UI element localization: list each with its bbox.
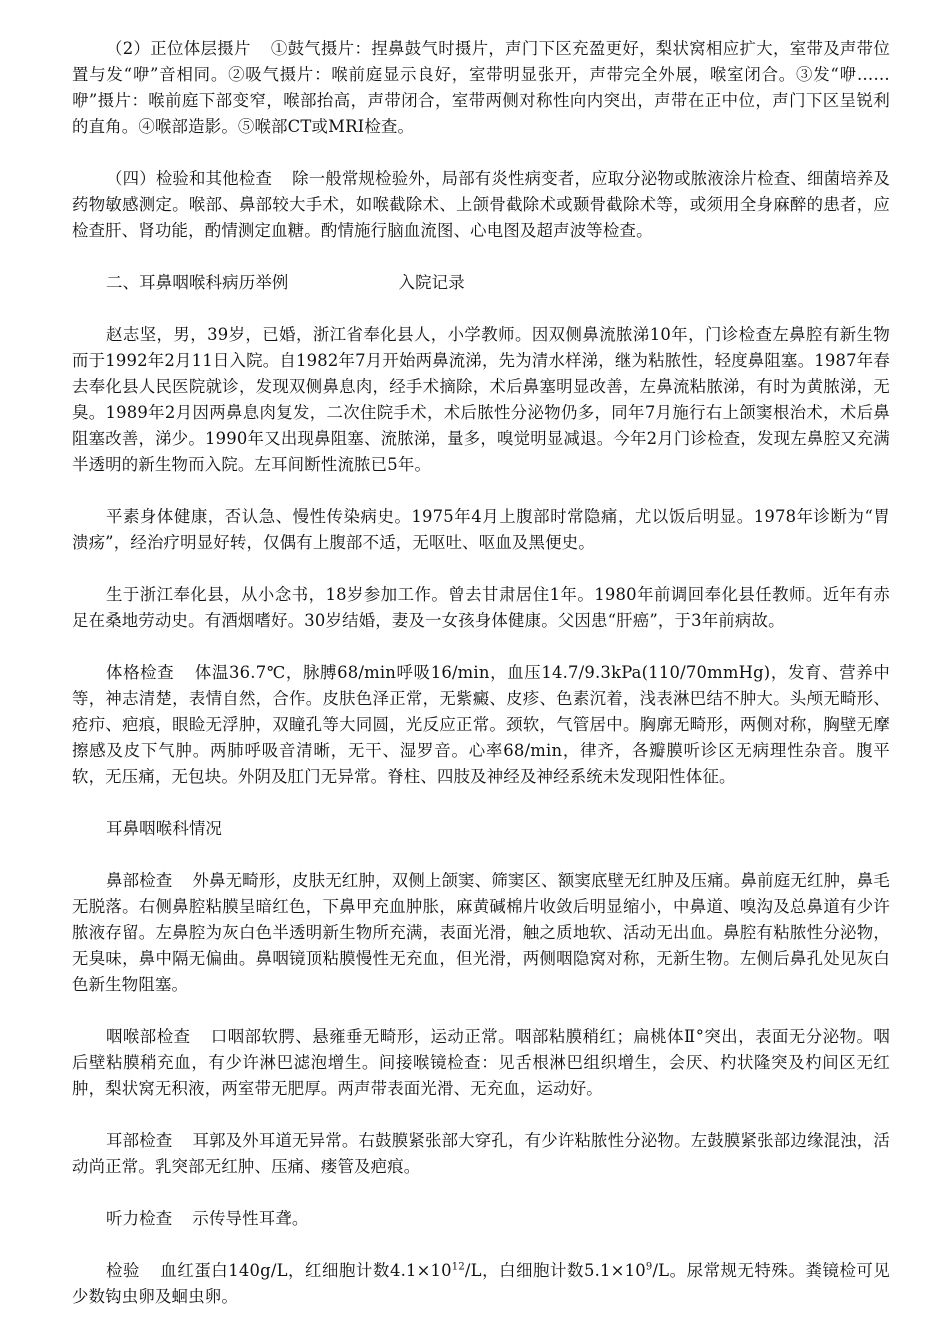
paragraph-heading: 体格检查 bbox=[106, 663, 175, 682]
paragraph-ear-exam bbox=[72, 1128, 890, 1180]
paragraph-heading: 检验 bbox=[106, 1261, 140, 1280]
record-title: 入院记录 bbox=[398, 273, 465, 292]
paragraph-body: 外鼻无畸形，皮肤无红肿，双侧上颌窦、筛窦区、额窦底壁无红肿及压痛。鼻前庭无红肿，鼻毛无脱落。右侧鼻腔粘膜呈暗红色，下鼻甲充血肿胀，麻黄碱棉片收敛后明显缩小，中鼻道、嗅沟及总鼻道有少许脓液存留。左鼻腔为灰白色半透明新生物所充满，表面光滑，触之质地软、活动无出血。鼻腔有粘脓性分泌物，无臭味，鼻中隔无偏曲。鼻咽镜顶粘膜慢性无充血，但光滑，两侧咽隐窝对称，无新生物。左侧后鼻孔处见灰白色新生物阻塞。 bbox=[72, 871, 890, 994]
paragraph-lab-and-other-exams bbox=[72, 166, 890, 244]
paragraph-nasal-exam bbox=[72, 868, 890, 998]
paragraph-body: 体温36.7℃，脉膊68/min呼吸16/min，血压14.7/9.3kPa(110/70mmHg)，发育、营养中等，神志清楚，表情自然，合作。皮肤色泽正常，无紫癜、皮疹、色素沉着，浅表淋巴结不肿大。头颅无畸形、疮疖、疤痕，眼睑无浮肿，双瞳孔等大同圆，光反应正常。颈软，气管居中。胸廓无畸形，两侧对称，胸壁无摩擦感及皮下气肿。两肺呼吸音清晰，无干、湿罗音。心率68/min，律齐，各瓣膜听诊区无病理性杂音。腹平软，无压痛，无包块。外阴及肛门无异常。脊柱、四肢及神经及神经系统未发现阳性体征。 bbox=[72, 663, 890, 786]
exponent-wbc: 9 bbox=[645, 1261, 653, 1273]
paragraph-body: 示传导性耳聋。 bbox=[192, 1209, 309, 1228]
paragraph-lab-results bbox=[72, 1258, 890, 1310]
paragraph-heading: 咽喉部检查 bbox=[106, 1027, 191, 1046]
paragraph-body: 除一般常规检验外，局部有炎性病变者，应取分泌物或脓液涂片检查、细菌培养及药物敏感测定。喉部、鼻部较大手术，如喉截除术、上颌骨截除术或颞骨截除术等，或须用全身麻醉的患者，应检查肝、肾功能，酌情测定血糖。酌情施行脑血流图、心电图及超声波等检查。 bbox=[72, 169, 891, 240]
lab-text-wbc: /L，白细胞计数5.1×10 bbox=[464, 1261, 646, 1280]
lab-text-hemoglobin: 血红蛋白140g/L，红细胞计数4.1×10 bbox=[159, 1261, 452, 1280]
paragraph-hearing-test bbox=[72, 1206, 890, 1232]
paragraph-heading: 耳部检查 bbox=[106, 1131, 173, 1150]
paragraph-present-illness: 赵志坚，男，39岁，已婚，浙江省奉化县人，小学教师。因双侧鼻流脓涕10年，门诊检查左鼻腔有新生物而于1992年2月11日入院。自1982年7月开始两鼻流涕，先为清水样涕，继为粘脓性，轻度鼻阻塞。1987年春去奉化县人民医院就诊，发现双侧鼻息肉，经手术摘除，术后鼻塞明显改善，左鼻流粘脓涕，有时为黄脓涕，无臭。1989年2月因两鼻息肉复发，二次住院手术，术后脓性分泌物仍多，同年7月施行右上颌窦根治术，术后鼻阻塞改善，涕少。1990年又出现鼻阻塞、流脓涕，量多，嗅觉明显减退。今年2月门诊检查，发现左鼻腔又充满半透明的新生物而入院。左耳间断性流脓已5年。 bbox=[72, 325, 890, 474]
paragraph-body: 口咽部软腭、悬雍垂无畸形，运动正常。咽部粘膜稍红；扁桃体Ⅱ°突出，表面无分泌物。咽后壁粘膜稍充血，有少许淋巴滤泡增生。间接喉镜检查：见舌根淋巴组织增生，会厌、杓状隆突及杓间区无红肿，梨状窝无积液，两室带无肥厚。两声带表面光滑、无充血，运动好。 bbox=[72, 1027, 890, 1098]
paragraph-personal-history: 生于浙江奉化县，从小念书，18岁参加工作。曾去甘肃居住1年。1980年前调回奉化县任教师。近年有赤足在桑地劳动史。有酒烟嗜好。30岁结婚，妻及一女孩身体健康。父因患“肝癌”，于3年前病故。 bbox=[72, 585, 890, 630]
ent-section-heading: 耳鼻咽喉科情况 bbox=[106, 819, 223, 838]
paragraph-body: 耳郭及外耳道无异常。右鼓膜紧张部大穿孔，有少许粘脓性分泌物。左鼓膜紧张部边缘混浊，活动尚正常。乳突部无红肿、压痛、瘘管及疤痕。 bbox=[72, 1131, 890, 1176]
section-heading: 二、耳鼻咽喉科病历举例 bbox=[106, 273, 289, 292]
section-heading-line bbox=[72, 270, 890, 296]
paragraph-past-history: 平素身体健康，否认急、慢性传染病史。1975年4月上腹部时常隐痛，尤以饭后明显。1978年诊断为“胃溃疡”，经治疗明显好转，仅偶有上腹部不适，无呕吐、呕血及黑便史。 bbox=[72, 507, 890, 552]
exponent-rbc: 12 bbox=[451, 1261, 465, 1273]
paragraph-frontal-tomography bbox=[72, 36, 890, 140]
paragraph-heading: 鼻部检查 bbox=[106, 871, 173, 890]
lab-text-urine-stool: /L。尿常规无特殊。粪镜检可见少数钩虫卵及蛔虫卵。 bbox=[72, 1261, 890, 1306]
paragraph-throat-exam bbox=[72, 1024, 890, 1102]
paragraph-body: ①鼓气摄片：捏鼻鼓气时摄片，声门下区充盈更好，梨状窝相应扩大，室带及声带位置与发“咿”音相同。②吸气摄片：喉前庭显示良好，室带明显张开，声带完全外展，喉室闭合。③发“咿……咿”摄片：喉前庭下部变窄，喉部抬高，声带闭合，室带两侧对称性向内突出，声带在正中位，声门下区呈锐利的直角。④喉部造影。⑤喉部CT或MRI检查。 bbox=[72, 39, 890, 136]
paragraph-physical-exam bbox=[72, 660, 890, 790]
paragraph-heading: （2）正位体层摄片 bbox=[106, 39, 251, 58]
paragraph-heading: （四）检验和其他检查 bbox=[106, 169, 273, 188]
paragraph-heading: 听力检查 bbox=[106, 1209, 173, 1228]
